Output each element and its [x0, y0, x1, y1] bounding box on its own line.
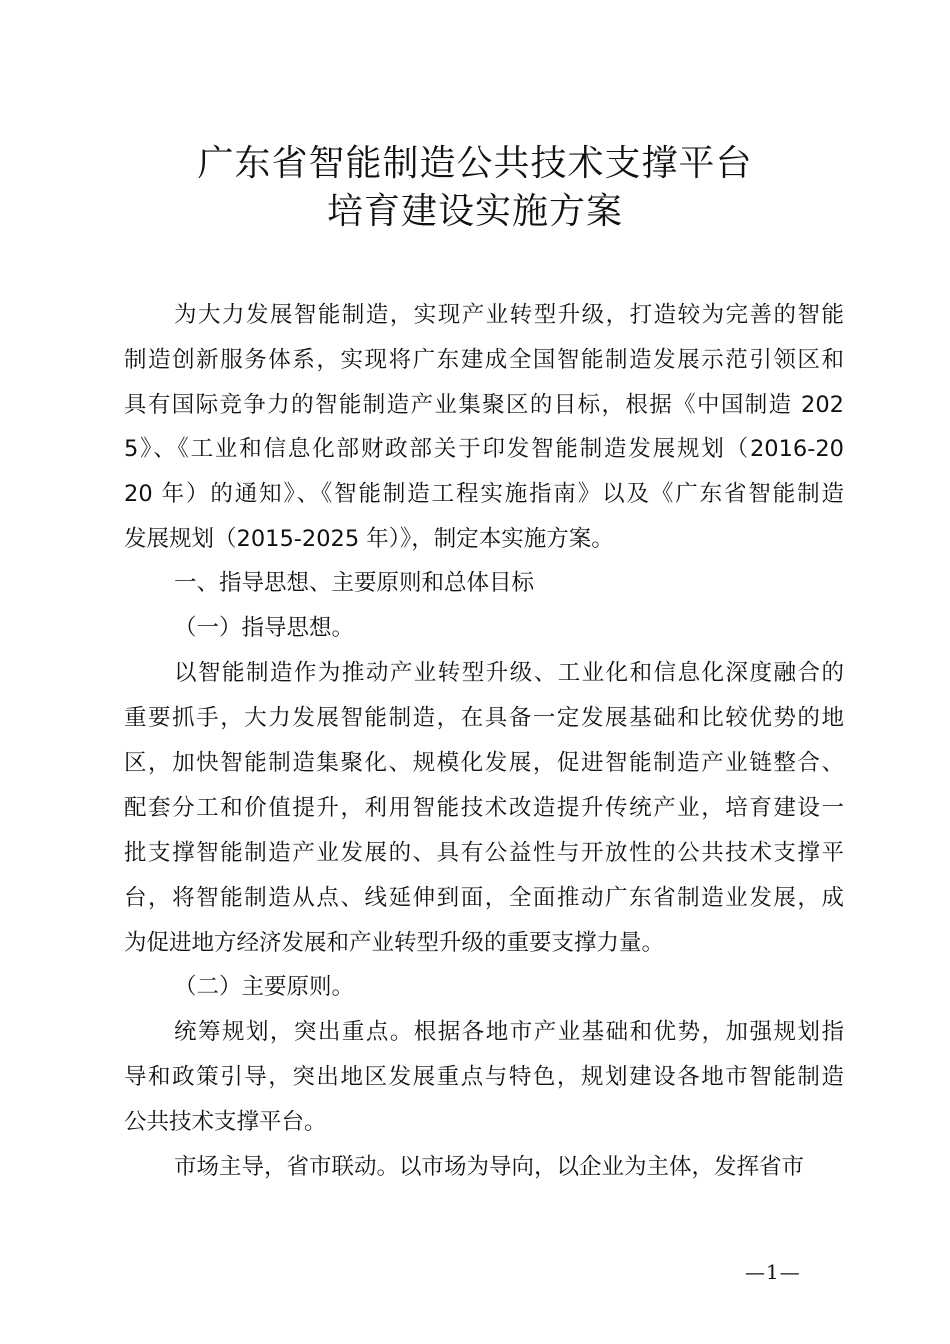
- document-title-line-1: 广东省智能制造公共技术支撑平台: [197, 143, 753, 184]
- intro-line: 具有国际竞争力的智能制造产业集聚区的目标，根据《中国制造 202: [124, 392, 844, 418]
- principle-line: 市场主导，省市联动。以市场为导向，以企业为主体，发挥省市: [174, 1154, 805, 1180]
- intro-line: 制造创新服务体系，实现将广东建成全国智能制造发展示范引领区和: [124, 347, 844, 373]
- principle-line: 统筹规划，突出重点。根据各地市产业基础和优势，加强规划指: [174, 1019, 844, 1045]
- guiding-line: 重要抓手，大力发展智能制造，在具备一定发展基础和比较优势的地: [124, 705, 844, 731]
- principle-line: 导和政策引导，突出地区发展重点与特色，规划建设各地市智能制造: [124, 1064, 844, 1090]
- intro-line: 发展规划（2015-2025 年）》，制定本实施方案。: [124, 526, 614, 552]
- guiding-line: 配套分工和价值提升，利用智能技术改造提升传统产业，培育建设一: [124, 795, 844, 821]
- page-number: —1—: [745, 1260, 801, 1284]
- subsection-heading: （二）主要原则。: [174, 974, 355, 1000]
- intro-line: 20 年）的通知》、《智能制造工程实施指南》以及《广东省智能制造: [124, 481, 844, 507]
- guiding-line: 台，将智能制造从点、线延伸到面，全面推动广东省制造业发展，成: [124, 885, 844, 911]
- intro-line: 5》、《工业和信息化部财政部关于印发智能制造发展规划（2016-20: [124, 436, 844, 462]
- guiding-line: 区，加快智能制造集聚化、规模化发展，促进智能制造产业链整合、: [124, 750, 844, 776]
- intro-line: 为大力发展智能制造，实现产业转型升级，打造较为完善的智能: [174, 302, 844, 328]
- document-title-line-2: 培育建设实施方案: [326, 191, 623, 232]
- section-heading: 一、指导思想、主要原则和总体目标: [174, 570, 535, 596]
- guiding-line: 批支撑智能制造产业发展的、具有公益性与开放性的公共技术支撑平: [124, 840, 844, 866]
- principle-line: 公共技术支撑平台。: [124, 1109, 327, 1135]
- subsection-heading: （一）指导思想。: [174, 615, 355, 641]
- guiding-line: 以智能制造作为推动产业转型升级、工业化和信息化深度融合的: [174, 660, 844, 686]
- guiding-line: 为促进地方经济发展和产业转型升级的重要支撑力量。: [124, 930, 665, 956]
